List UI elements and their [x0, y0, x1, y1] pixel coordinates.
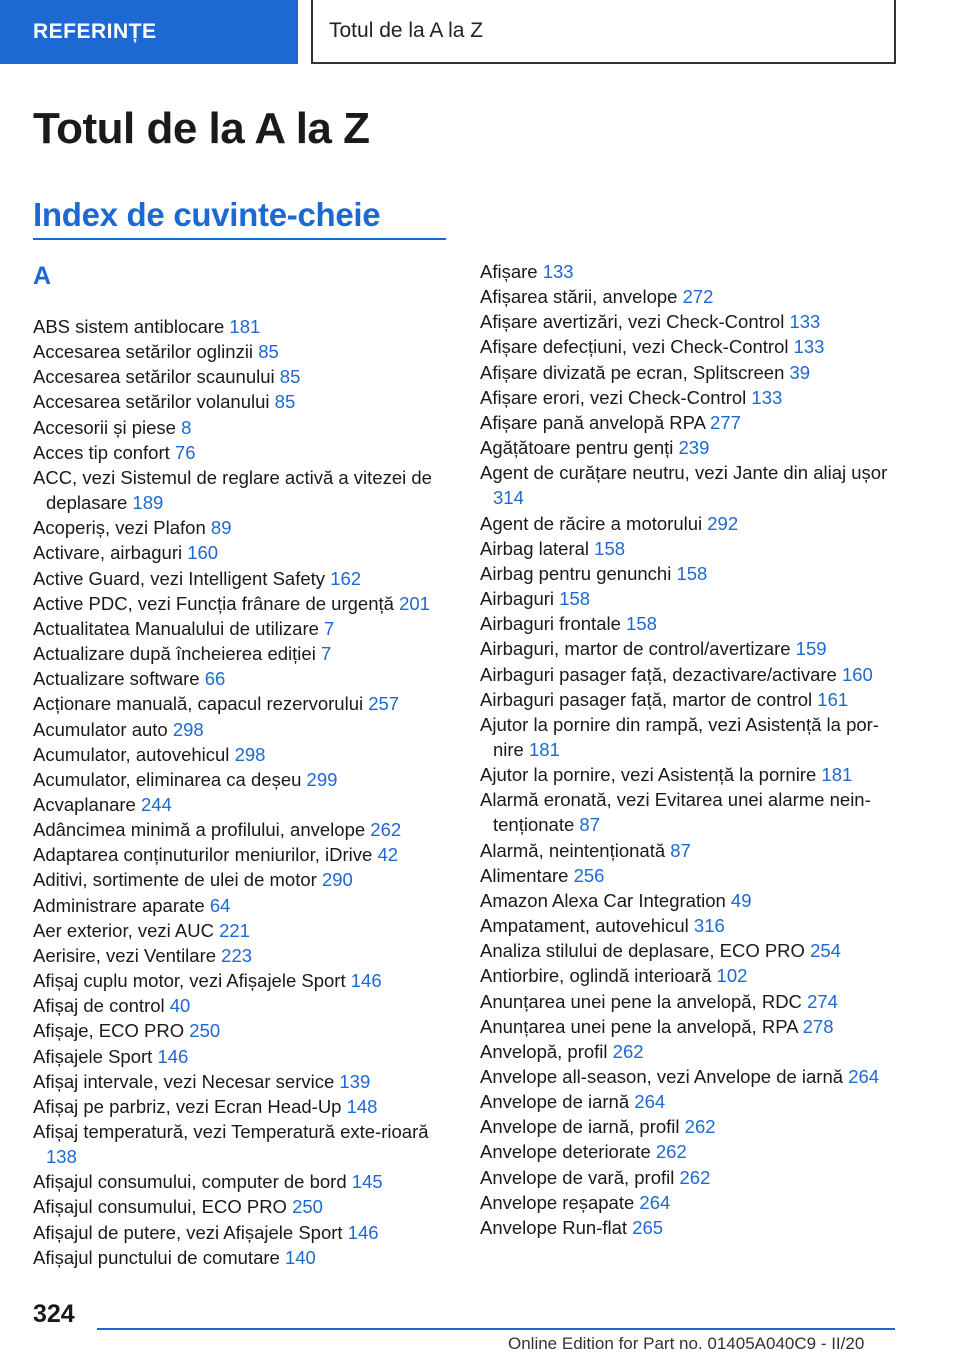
index-entry	[33, 1194, 453, 1219]
page-reference-link[interactable]: 250	[292, 1196, 323, 1218]
page-reference-link[interactable]: 7	[320, 643, 332, 665]
index-entry-text: Anvelope de vară, profil	[480, 1166, 675, 1188]
index-entry-text: Afișajul punctului de comutare	[33, 1246, 280, 1268]
index-entry	[33, 440, 453, 465]
page-reference-link[interactable]: 138	[46, 1146, 77, 1168]
index-entry	[480, 1039, 900, 1064]
index-entry-text: Afișare defecțiuni, vezi Check-Control	[480, 336, 789, 358]
index-entry-text: Acoperiș, vezi Plafon	[33, 517, 206, 539]
index-entry	[33, 893, 453, 918]
page-reference-link[interactable]: 133	[751, 386, 783, 408]
index-entry-text: Anvelope reșapate	[480, 1191, 635, 1213]
index-entry	[33, 364, 453, 389]
index-entry-text: Airbaguri frontale	[480, 613, 621, 635]
index-entry-text: Ajutor la pornire, vezi Asistență la pornire	[480, 764, 817, 786]
index-entry	[33, 515, 453, 540]
index-entry	[33, 792, 453, 817]
page-reference-link[interactable]: 181	[529, 738, 560, 760]
index-entry-text: Afișaj intervale, vezi Necesar service	[33, 1070, 335, 1092]
index-entry	[480, 460, 900, 510]
index-entry-text: Administrare aparate	[33, 894, 205, 916]
index-entry	[480, 1190, 900, 1215]
index-entry	[33, 867, 453, 892]
page-reference-link[interactable]: 221	[219, 919, 250, 941]
index-entry	[33, 1245, 453, 1270]
index-entry-text: Anvelope all-season, vezi Anvelope de iarnă	[480, 1066, 844, 1087]
page-number: 324	[33, 1300, 75, 1328]
index-entry-text: Afișaj temperatură, vezi Temperatură exte-rioară	[33, 1121, 429, 1142]
page-reference-link[interactable]: 160	[187, 542, 219, 564]
page-reference-link[interactable]: 161	[817, 688, 849, 710]
page-reference-link[interactable]: 181	[821, 764, 853, 786]
index-entry	[33, 717, 453, 742]
index-entry	[480, 309, 900, 334]
page-reference-link[interactable]: 146	[157, 1045, 189, 1067]
index-entry-text: ABS sistem antiblocare	[33, 316, 225, 337]
index-entry-text: Acces tip confort	[33, 441, 170, 463]
index-entry	[33, 1069, 453, 1094]
page-reference-link[interactable]: 158	[626, 613, 657, 635]
page-reference-link[interactable]: 146	[347, 1221, 379, 1243]
index-entry-text: Anvelope de iarnă	[480, 1091, 630, 1113]
index-entry-text: Active PDC, vezi Funcția frânare de urgență	[33, 592, 394, 614]
index-letter: A	[33, 262, 52, 290]
index-entry-text: Afișaj de control	[33, 995, 165, 1017]
index-entry-text: Aer exterior, vezi AUC	[33, 919, 214, 941]
page-reference-link[interactable]: 64	[209, 894, 231, 916]
chapter-title: Totul de la A la Z	[311, 0, 896, 64]
page-reference-link[interactable]: 159	[795, 638, 827, 660]
index-entry-text: Active Guard, vezi Intelligent Safety	[33, 567, 326, 589]
index-entry-text: Afișaj cuplu motor, vezi Afișajele Sport	[33, 970, 346, 992]
index-entry-text: Actualizare după încheierea ediției	[33, 643, 316, 665]
index-entry-text: Aerisire, vezi Ventilare	[33, 944, 217, 966]
index-entry	[480, 888, 900, 913]
index-entry	[480, 1014, 900, 1039]
index-entry-text: Afișajul de putere, vezi Afișajele Sport	[33, 1221, 343, 1243]
index-entry	[480, 1215, 900, 1240]
page-reference-link[interactable]: 262	[370, 819, 402, 841]
page-reference-link[interactable]: 76	[174, 441, 196, 463]
index-entry-text: Airbaguri pasager față, dezactivare/activare	[480, 663, 837, 685]
index-entry-text: Accesarea setărilor volanului	[33, 391, 270, 413]
index-entry-text: Ampatament, autovehicul	[480, 915, 689, 937]
index-entry-text: Alarmă, neintenționată	[480, 839, 666, 861]
index-entry	[480, 913, 900, 938]
section-tab[interactable]: REFERINȚE	[0, 0, 298, 64]
page-reference-link[interactable]: 277	[710, 411, 741, 433]
index-entry	[480, 662, 900, 687]
index-entry	[480, 1165, 900, 1190]
index-entry	[480, 536, 900, 561]
page-reference-link[interactable]: 264	[848, 1066, 880, 1087]
index-entry	[480, 334, 900, 359]
index-entry	[33, 691, 453, 716]
page-reference-link[interactable]: 298	[234, 743, 266, 765]
index-entry-text: Airbaguri	[480, 588, 555, 610]
page-reference-link[interactable]: 278	[802, 1015, 834, 1037]
page-reference-link[interactable]: 8	[181, 416, 192, 438]
index-entry	[33, 943, 453, 968]
footer-divider	[97, 1328, 895, 1330]
index-entry	[480, 1114, 900, 1139]
index-entry-text: Accesorii și piese	[33, 416, 176, 438]
index-entry	[33, 918, 453, 943]
page-reference-link[interactable]: 256	[573, 864, 605, 886]
index-entry	[33, 314, 453, 339]
index-entry	[480, 561, 900, 586]
page-reference-link[interactable]: 189	[132, 492, 164, 514]
index-entry	[480, 586, 900, 611]
page-reference-link[interactable]: 139	[339, 1070, 371, 1092]
page-reference-link[interactable]: 162	[330, 567, 362, 589]
index-entry-text: Anunțarea unei pene la anvelopă, RDC	[480, 990, 802, 1012]
index-entry	[480, 938, 900, 963]
index-entry	[33, 389, 453, 414]
page-reference-link[interactable]: 146	[350, 970, 382, 992]
index-entry	[480, 435, 900, 460]
edition-note: Online Edition for Part no. 01405A040C9 - II/20	[508, 1334, 865, 1353]
index-entry	[480, 1064, 900, 1089]
index-entry	[33, 415, 453, 440]
page-reference-link[interactable]: 262	[679, 1166, 711, 1188]
page-reference-link[interactable]: 274	[807, 990, 838, 1012]
index-entry-text: Anvelope de iarnă, profil	[480, 1116, 680, 1138]
index-entry-text: Airbag pentru genunchi	[480, 562, 672, 584]
index-entry-text: Accesarea setărilor scaunului	[33, 366, 275, 388]
page-reference-link[interactable]: 250	[189, 1020, 221, 1042]
index-entry	[33, 1018, 453, 1043]
index-entry	[480, 963, 900, 988]
index-entry	[480, 511, 900, 536]
index-entry-text: Afișajul consumului, ECO PRO	[33, 1196, 287, 1218]
page-reference-link[interactable]: 42	[377, 844, 399, 866]
page-reference-link[interactable]: 299	[306, 768, 338, 790]
page-reference-link[interactable]: 262	[684, 1116, 716, 1138]
page-reference-link[interactable]: 85	[274, 391, 296, 413]
page-title: Totul de la A la Z	[33, 104, 370, 153]
index-entry	[480, 360, 900, 385]
index-entry	[33, 767, 453, 792]
index-entry-text: Anvelope deteriorate	[480, 1141, 651, 1163]
page-reference-link[interactable]: 40	[169, 995, 191, 1017]
index-entry	[480, 1089, 900, 1114]
index-entry-text: Anvelopă, profil	[480, 1040, 608, 1062]
section-title: Index de cuvinte-cheie	[33, 196, 381, 233]
index-entry-text: Anunțarea unei pene la anvelopă, RPA	[480, 1015, 798, 1037]
index-entry	[33, 842, 453, 867]
index-entry	[480, 712, 900, 762]
index-entry	[33, 1119, 453, 1169]
index-entry-text: Acumulator, autovehicul	[33, 743, 230, 765]
page-reference-link[interactable]: 49	[730, 889, 752, 911]
page-reference-link[interactable]: 292	[707, 512, 739, 534]
index-entry	[33, 641, 453, 666]
page-reference-link[interactable]: 7	[324, 617, 335, 639]
index-entry	[33, 591, 453, 616]
page-reference-link[interactable]: 316	[693, 915, 725, 937]
index-entry	[480, 636, 900, 661]
index-entry-text: Afișaj pe parbriz, vezi Ecran Head-Up	[33, 1095, 342, 1117]
index-entry	[480, 1139, 900, 1164]
page-reference-link[interactable]: 314	[493, 487, 524, 509]
page-reference-link[interactable]: 239	[678, 437, 710, 459]
index-entry-text: Activare, airbaguri	[33, 542, 183, 564]
index-entry	[480, 687, 900, 712]
page-reference-link[interactable]: 257	[368, 693, 400, 715]
index-entry-text: Afișare	[480, 261, 538, 282]
index-entry-text: Adaptarea conținuturilor meniurilor, iDrive	[33, 844, 373, 866]
index-entry-text: Aditivi, sortimente de ulei de motor	[33, 869, 317, 891]
page-reference-link[interactable]: 265	[632, 1216, 664, 1238]
index-entry	[480, 259, 900, 284]
index-entry-text: Afișare avertizări, vezi Check-Control	[480, 311, 785, 333]
index-entry	[33, 968, 453, 993]
page-reference-link[interactable]: 140	[284, 1246, 316, 1268]
page-reference-link[interactable]: 264	[634, 1091, 666, 1113]
page-reference-link[interactable]: 244	[140, 793, 172, 815]
page-reference-link[interactable]: 145	[351, 1171, 383, 1193]
index-entry-text: Acumulator, eliminarea ca deșeu	[33, 768, 302, 790]
index-entry-text: Airbag lateral	[480, 537, 590, 559]
page-reference-link[interactable]: 181	[229, 316, 261, 337]
index-entry-text: Afișajul consumului, computer de bord	[33, 1171, 347, 1193]
index-entry	[33, 1094, 453, 1119]
index-entry-text: Acvaplanare	[33, 793, 136, 815]
index-entry-text: Airbaguri, martor de control/avertizare	[480, 638, 791, 660]
index-entry-text: Afișaje, ECO PRO	[33, 1020, 185, 1042]
index-entry-text: Agent de răcire a motorului	[480, 512, 703, 534]
index-column-right	[480, 259, 900, 1240]
page-reference-link[interactable]: 158	[676, 562, 708, 584]
index-entry	[480, 611, 900, 636]
page-reference-link[interactable]: 201	[399, 592, 430, 614]
index-entry	[33, 465, 453, 515]
page-reference-link[interactable]: 148	[346, 1095, 378, 1117]
index-entry-text: ACC, vezi Sistemul de reglare activă a vitezei de deplasare	[33, 466, 432, 514]
index-entry	[480, 284, 900, 309]
page-reference-link[interactable]: 89	[210, 517, 232, 539]
index-entry	[480, 787, 900, 837]
index-entry	[480, 863, 900, 888]
index-entry-text: Adâncimea minimă a profilului, anvelope	[33, 819, 366, 841]
index-entry	[33, 817, 453, 842]
index-entry	[480, 385, 900, 410]
index-entry	[33, 993, 453, 1018]
index-entry-text: Agățătoare pentru genți	[480, 437, 674, 459]
page-reference-link[interactable]: 85	[258, 341, 279, 363]
index-entry	[33, 1220, 453, 1245]
index-entry	[33, 566, 453, 591]
section-divider	[33, 238, 446, 240]
index-entry-text: Actualizare software	[33, 668, 200, 690]
index-entry-text: Afișare divizată pe ecran, Splitscreen	[480, 361, 785, 383]
page-reference-link[interactable]: 290	[321, 869, 353, 891]
page-reference-link[interactable]: 158	[559, 588, 591, 610]
index-entry	[33, 742, 453, 767]
page-reference-link[interactable]: 298	[172, 718, 204, 740]
index-entry	[480, 762, 900, 787]
page-reference-link[interactable]: 158	[594, 537, 626, 559]
page-reference-link[interactable]: 39	[789, 361, 811, 383]
page-reference-link[interactable]: 262	[612, 1040, 644, 1062]
index-entry-text: Acționare manuală, capacul rezervorului	[33, 693, 364, 715]
page-reference-link[interactable]: 160	[841, 663, 873, 685]
index-entry	[33, 1044, 453, 1069]
index-entry-text: Airbaguri pasager față, martor de control	[480, 688, 813, 710]
index-entry-text: Agent de curățare neutru, vezi Jante din aliaj ușor	[480, 462, 888, 484]
page-reference-link[interactable]: 85	[279, 366, 301, 388]
page-reference-link[interactable]: 102	[716, 965, 748, 987]
index-column-left	[33, 314, 453, 1270]
page-reference-link[interactable]: 87	[579, 814, 600, 836]
index-entry-text: Afișarea stării, anvelope	[480, 286, 678, 308]
page-reference-link[interactable]: 272	[682, 286, 714, 308]
page-reference-link[interactable]: 87	[670, 839, 691, 861]
page-reference-link[interactable]: 223	[221, 944, 253, 966]
index-entry-text: Anvelope Run-flat	[480, 1216, 628, 1238]
page-reference-link[interactable]: 133	[542, 261, 574, 282]
index-entry-text: Alimentare	[480, 864, 569, 886]
index-entry-text: Accesarea setărilor oglinzii	[33, 341, 254, 363]
index-entry-text: Antiorbire, oglindă interioară	[480, 965, 712, 987]
index-entry-text: Acumulator auto	[33, 718, 168, 740]
index-entry-text: Alarmă eronată, vezi Evitarea unei alarme nein-tenționate	[480, 789, 871, 836]
index-entry-text: Amazon Alexa Car Integration	[480, 889, 726, 911]
page-reference-link[interactable]: 133	[793, 336, 825, 358]
page-reference-link[interactable]: 133	[789, 311, 821, 333]
index-entry	[33, 1169, 453, 1194]
page-reference-link[interactable]: 264	[639, 1191, 671, 1213]
index-entry-text: Actualitatea Manualului de utilizare	[33, 617, 319, 639]
index-entry	[480, 989, 900, 1014]
index-entry-text: Afișajele Sport	[33, 1045, 153, 1067]
page-reference-link[interactable]: 254	[810, 940, 841, 962]
index-entry-text: Analiza stilului de deplasare, ECO PRO	[480, 940, 805, 962]
index-entry	[480, 410, 900, 435]
index-entry	[33, 666, 453, 691]
index-entry	[33, 339, 453, 364]
index-entry-text: Afișare erori, vezi Check-Control	[480, 386, 747, 408]
index-entry-text: Afișare pană anvelopă RPA	[480, 411, 705, 433]
index-entry-text: Ajutor la pornire din rampă, vezi Asistență la por-nire	[480, 713, 879, 760]
page-reference-link[interactable]: 66	[204, 668, 226, 690]
index-entry	[33, 540, 453, 565]
index-entry	[33, 616, 453, 641]
page-reference-link[interactable]: 262	[655, 1141, 687, 1163]
index-entry	[480, 838, 900, 863]
